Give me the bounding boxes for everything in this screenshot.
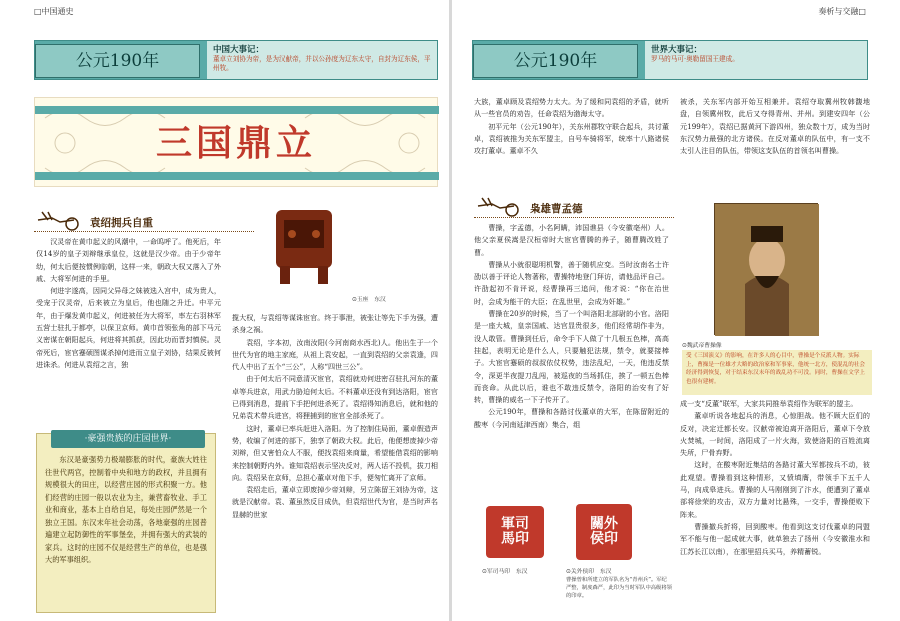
event-box-left	[207, 41, 437, 79]
paragraph: 曹操撤兵折将，回到酸枣。他看到这支讨伐董卓的同盟军不能与他一起成就大事，就单独去了扬州（今安徽淮水和江苏长江以南），在那里招兵买马，养精蓄锐。	[680, 521, 870, 556]
chariot-icon	[474, 192, 524, 218]
paragraph: 汉灵帝在黄巾起义的风潮中，一命呜呼了。他死后，年仅14岁的皇子刘辩继承皇位，这就是汉少帝。由于少帝年幼，何太后便按惯例临朝，这样一来，朝政大权又落入了外戚、大将军何进的手里。	[36, 237, 221, 283]
section-title-left: 袁绍拥兵自重	[90, 217, 153, 229]
body-column-3	[474, 96, 669, 188]
year-band-left	[34, 40, 438, 80]
paragraph: 这时，董卓已率兵赶进入洛阳。为了控制住局面，董卓假造声势，收编了何进的部下，独享了朝政大权。此后，他便想废掉少帝刘辩，但又害怕众人不服，便找袁绍来商量，希望能借袁绍的影响来控制朝野内外。谁知袁绍表示坚决反对，两人话不投机，拔刀相向。袁绍呆在京师，总担心董卓对他下手，便匆忙离开了京师。	[232, 423, 438, 482]
section-heading-left	[34, 210, 254, 232]
left-page	[0, 0, 449, 621]
sidebar-title: ·豪强贵族的庄园世界·	[51, 430, 205, 448]
sidebar-text: 东汉是豪强势力极端膨胀的时代，豪族大姓往往世代两官，控制着中央和地方的政权，并且拥有规模很大的田庄，以经营庄园的形式积聚一方。他们经营的庄园一般以农业为主，兼营畜牧业、手工业和商业，基本上自给自足，每处庄园俨然是一个独立王国。东汉末年社会动荡，各地豪强的庄园普遍建立起防御性的军事堡垒，并拥有强大的武装的家兵。这时的庄园不仅是经营生产的单位，也是强大的军事组织。	[45, 455, 207, 564]
paragraph: 何进字遂高，因同父异母之妹被选入宫中，成为贵人，受宠于汉灵帝，后来被立为皇后，他也随之升迁。中平元年，由于爆发黄巾起义，何进被任为大将军，率左右羽林军五营士驻扎于都亭，以保卫京师。黄巾首领张角的部下马元义密谋在朝阳起兵，何进将其抓获，因此功而晋封慎侯。灵帝死后，宦官蹇硕图谋杀掉何进而立皇子刘协，结果反被何进诛杀。何进从袁绍之言，独	[36, 286, 221, 369]
section-heading-right	[474, 196, 674, 218]
paragraph: 初平元年（公元190年），关东州郡牧守联合起兵，共讨董卓，袁绍被推为关东军盟主，自号车骑将军，统率十八路诸侯攻打董卓。董卓不久	[474, 121, 669, 156]
paragraph: 大族，董卓顾及袁绍势力太大。为了缓和同袁绍的矛盾，就听从一些官员的劝告，任命袁绍为渤海太守。	[474, 97, 669, 119]
paragraph: 公元190年，曹操和各路讨伐董卓的大军，在陈留附近的酸枣（今河南延津西南）集合，组	[474, 407, 669, 429]
seal-1-text: 軍司馬印	[501, 516, 529, 547]
running-header-right: 奏析与交融□	[818, 7, 866, 16]
portrait-note: 受《三国演义》的影响，在许多人的心目中，曹操是个反派人物。实际上，曹操是一位雄才大略的政治家和军事家，他统一北方，使混乱的社会经济得到恢复，对于结束东汉末年的战乱功不可没。同时，曹操在文学上也很有建树。	[682, 350, 872, 395]
portrait-caption: ⊙魏武帝曹操像	[682, 343, 722, 349]
chariot-icon	[34, 206, 84, 232]
paragraph: 揽大权，与袁绍等谋诛宦官。终于事泄，被张让等先下手为强，遭杀身之祸。	[232, 313, 438, 335]
chapter-title: 三国鼎立	[155, 122, 316, 164]
running-header-left: □中国通史	[34, 7, 74, 16]
event-title-left: 中国大事记：	[213, 45, 265, 55]
paragraph: 这时，在酸枣附近集结的各路讨董大军都按兵不动，彼此观望。曹操看到这种情形，又愤填膺，带领手下五千人马，向成皋进兵。曹操的人马刚刚到了汴水，便遭到了董卓部将徐荣的攻击，双方力量对比悬殊，一交手，曹操便败下阵来。	[680, 460, 870, 519]
year-band-right	[472, 40, 868, 80]
paragraph: 曹操，字孟德，小名阿瞒，沛国谯县（今安徽亳州）人。他父亲夏侯嵩是汉桓帝时大宦官曹腾的养子，随曹腾改姓了曹。	[474, 223, 669, 257]
sidebar-box	[36, 433, 216, 613]
paragraph: 董卓听说各地起兵的消息，心惊胆战。他不顾大臣们的反对，决定迁都长安。汉献帝被迫离开洛阳后，董卓下令放火焚城，一时间，洛阳成了一片火海，致使洛阳的百姓流离失所，尸骨弃野。	[680, 411, 870, 458]
paragraph: 由于何太后不同意清灭宦官，袁绍就劝何进密召驻扎河东的董卓等兵进京，用武力胁迫何太后。不料董卓还没有到达洛阳，宦官已得到消息，提前下手把何进杀死了。袁绍得知消息后，就和他的兄弟袁术带兵进宫，将狸捕到的宦官全部杀死了。	[232, 374, 438, 421]
paragraph: 袁绍走后，董卓立即废掉少帝刘辩，另立陈留王刘协为帝，这就是汉献帝。袁、董虽然反目成仇，但袁绍世代为官，是当时声名显赫的世家	[232, 485, 438, 519]
year-label-left: 公元190年	[35, 44, 200, 78]
seal-2-caption: ⊙关外侯印 东汉	[566, 569, 612, 575]
artifact-image	[268, 200, 340, 286]
seal-image-2	[576, 504, 632, 560]
event-box-right	[645, 41, 867, 79]
body-column-5	[474, 222, 669, 504]
year-label-right: 公元190年	[473, 44, 638, 78]
event-text-right: 罗马的马可·奥勒留国王建成。	[651, 55, 739, 63]
paragraph: 曹操从小就很聪明机警，善于随机应变。当时汝南名士许劭以善于评论人物著称，曹操特地登门拜访，请他品评自己。许劭起初不肯评说，经曹操再三追问，他才说：“你在治世时，会成为能干的大臣；在乱世里，会成为奸雄。”	[474, 259, 669, 306]
portrait-image	[714, 203, 818, 335]
paragraph: 成一支“反董”联军，大家共同推举袁绍作为联军的盟主。	[680, 399, 858, 408]
body-column-2	[232, 312, 438, 617]
chapter-banner	[34, 97, 438, 187]
body-column-4	[680, 96, 870, 188]
body-column-6	[680, 398, 870, 617]
event-text-left: 董卓立刘协为帝，是为汉献帝，并以公孙度为辽东太守，自封为辽东侯，平州牧。	[213, 55, 431, 72]
seal-1-caption: ⊙军司马印 东汉	[482, 569, 528, 575]
section-title-right: 枭雄曹孟德	[530, 203, 583, 215]
body-column-1	[36, 236, 221, 426]
seal-2-text: 關外侯印	[590, 516, 618, 547]
seal-image-1	[486, 506, 544, 558]
paragraph: 曹操在20岁的时候，当了一个叫洛阳北部尉的小官。洛阳是一座大城，皇亲国戚、达官显贵很多，他们经常胡作非为，没人敢管。曹操到任后，命令手下人做了十几根五色棒，高高挂起，表明无论是什么人，只要触犯法规，禁令，就要接棒子。大宦官蹇硕的叔叔依仗权势，违法乱纪，一天，他违反禁令，深更半夜提刀乱闯，被巡夜的当场抓住，挨了一顿五色棒而丧命。从此以后，谁也不敢违反禁令，洛阳的治安有了好转，曹操的威名一下子传开了。	[474, 309, 669, 405]
event-title-right: 世界大事记：	[651, 45, 703, 55]
paragraph: 袁绍，字本初，汝南汝阳(今河南商水西北)人。他出生于一个世代为官的地主家庭，从祖上袁安起，一直到袁绍的父亲袁逢，四代人中出了五个“三公”，人称“四世三公”。	[232, 337, 438, 372]
artifact-caption: ⊙玉座 东汉	[352, 297, 386, 303]
paragraph: 被杀，关东军内部开始互相兼并。袁绍夺取冀州牧韩馥地盘，自领冀州牧，此后又夺得青州、并州。到建安四年（公元199年），袁绍已据黄河下游四州，独众数十万，成为当时东汉势力最强的北方诸侯。在反对董卓的队伍中，有一支不太引人注目的队伍，带领这支队伍的首领名叫曹操。	[680, 97, 870, 156]
seal-2-note: 曹操曾和所建立的军队名为“青州兵”。军纪严整，制度森严，此印为当时军队中高级将领的印章。	[566, 577, 672, 599]
right-page	[452, 0, 900, 621]
